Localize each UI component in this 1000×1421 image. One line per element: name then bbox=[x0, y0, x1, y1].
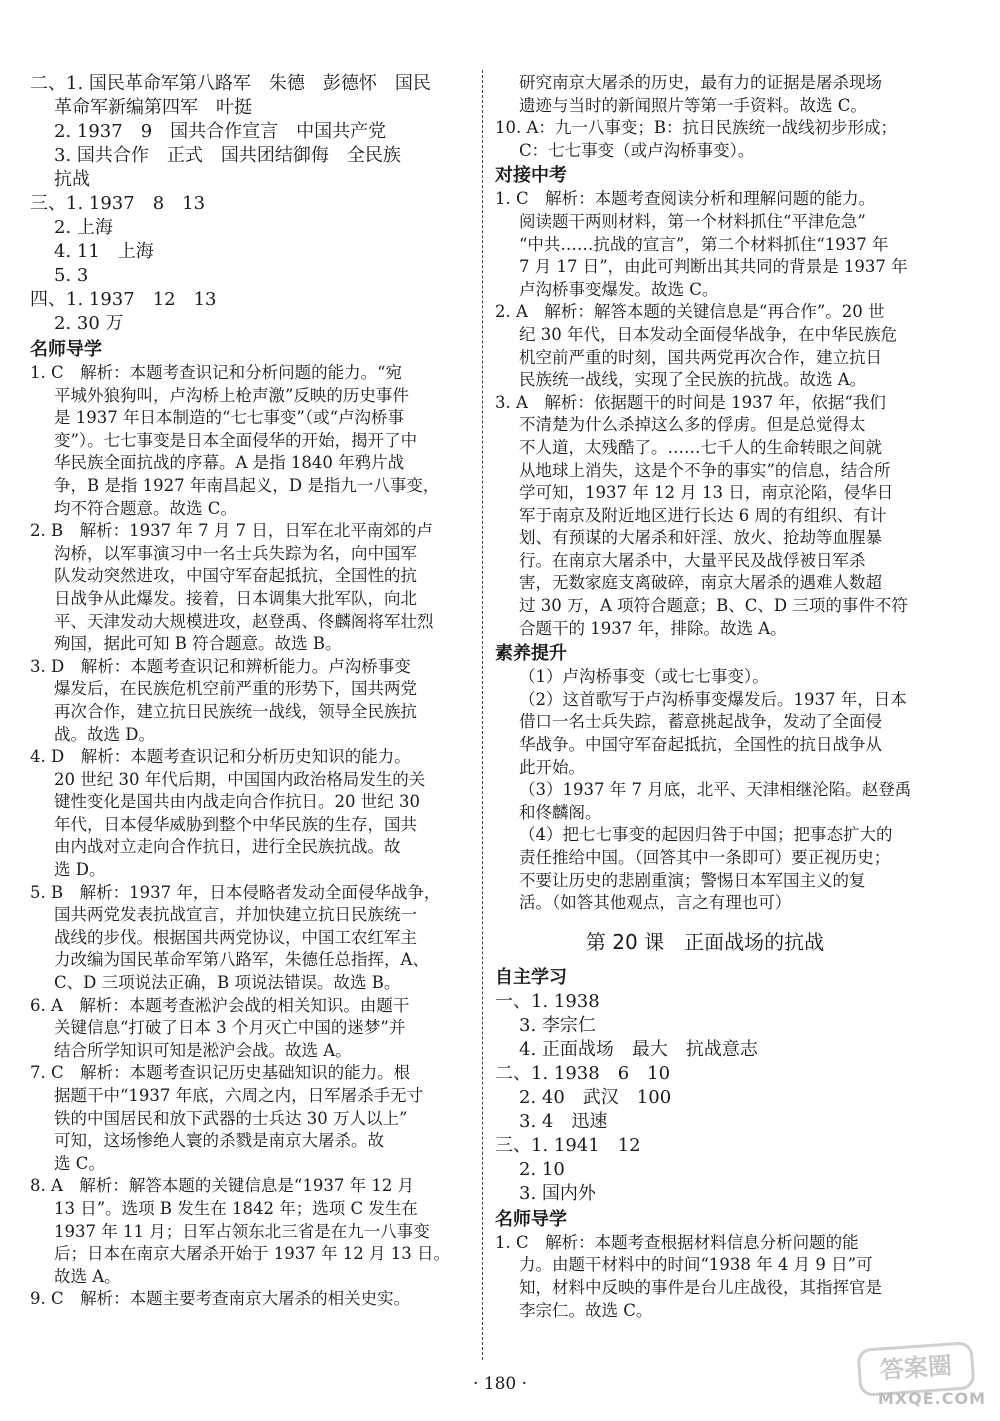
answer-line: 殉国，据此可知 B 符合题意。故选 B。 bbox=[54, 634, 342, 654]
answer-line: 3. 李宗仁 bbox=[519, 1014, 596, 1036]
answer-line: 力改编为国民革命军第八路军，朱德任总指挥，A、 bbox=[54, 950, 429, 970]
answer-line: 2. 上海 bbox=[54, 217, 113, 238]
answer-line: 3. 4 迅速 bbox=[519, 1110, 608, 1132]
answer-line: （3）1937 年 7 月底，北平、天津相继沦陷。赵登禹 bbox=[519, 780, 912, 800]
left-column bbox=[30, 72, 475, 1311]
answer-line: 20 世纪 30 年代后期，中国国内政治格局发生的关 bbox=[54, 769, 426, 789]
answer-line: 革命军新编第四军 叶挺 bbox=[54, 97, 252, 118]
answer-line: 1. C 解析：本题考查阅读分析和理解问题的能力。 bbox=[495, 189, 876, 209]
answer-line: 5. 3 bbox=[54, 265, 89, 286]
answer-line: 据题干中“1937 年底，六周之内，日军屠杀手无寸 bbox=[54, 1086, 424, 1105]
answer-line: 3. A 解析：依据题干的时间是 1937 年，依据“我们 bbox=[495, 392, 886, 412]
column-divider bbox=[482, 70, 483, 1360]
answer-line: 2. A 解析：解答本题的关键信息是“再合作”。20 世 bbox=[495, 302, 885, 322]
answer-line: 和佟麟阁。 bbox=[519, 802, 602, 822]
answer-line: 队发动突然进攻，中国守军奋起抵抗，全国性的抗 bbox=[54, 566, 417, 586]
answer-line: 纪 30 年代，日本发动全面侵华战争，在中华民族危 bbox=[519, 324, 897, 344]
answer-line: 华战争。中国守军奋起抵抗，全国性的抗日战争从 bbox=[519, 735, 882, 755]
answer-line: 遗迹与当时的新闻照片等第一手资料。故选 C。 bbox=[519, 95, 867, 115]
answer-line: 华民族全面抗战的序幕。A 是指 1840 年鸦片战 bbox=[54, 453, 405, 473]
answer-line: 键性变化是国共由内战走向合作抗日。20 世纪 30 bbox=[54, 792, 420, 812]
section-heading: 素养提升 bbox=[495, 643, 567, 665]
answer-line: 合题干的 1937 年，排除。故选 A。 bbox=[519, 618, 787, 638]
answer-line: 知，材料中反映的事件是台儿庄战役，其指挥官是 bbox=[519, 1277, 882, 1297]
answer-line: 3. 国共合作 正式 国共团结御侮 全民族 bbox=[54, 145, 401, 166]
answer-line: 卢沟桥事变爆发。故选 C。 bbox=[519, 279, 719, 299]
answer-line: 1. C 解析：本题考查识记和分析问题的能力。“宛 bbox=[30, 363, 403, 382]
answer-line: 2. 30 万 bbox=[54, 313, 124, 334]
watermark-url: MXQE.COM bbox=[877, 1389, 986, 1408]
answer-line: 阅读题干两则材料，第一个材料抓住“平津危急” bbox=[519, 211, 866, 231]
answer-line: 军于南京及附近地区进行长达 6 周的有组织、有计 bbox=[519, 505, 887, 525]
answer-line: 三、1. 1937 8 13 bbox=[30, 193, 206, 214]
answer-line: （4）把七七事变的起因归咎于中国；把事态扩大的 bbox=[519, 825, 893, 845]
answer-line: 行。在南京大屠杀中，大量平民及战俘被日军杀 bbox=[519, 550, 866, 570]
answer-line: 结合所学知识可知是淞沪会战。故选 A。 bbox=[54, 1040, 352, 1060]
answer-line: 学可知，1937 年 12 月 13 日，南京沦陷，侵华日 bbox=[519, 483, 894, 503]
section-heading: 名师导学 bbox=[30, 339, 102, 360]
answer-line: 5. B 解析：1937 年，日本侵略者发动全面侵华战争， bbox=[30, 882, 441, 902]
answer-line: 民族统一战线，实现了全民族的抗战。故选 A。 bbox=[519, 370, 867, 390]
answer-line: 9. C 解析：本题主要考查南京大屠杀的相关史实。 bbox=[30, 1289, 411, 1309]
page-number: · 180 · bbox=[472, 1374, 528, 1394]
answer-line: C、D 三项说法正确，B 项说法错误。故选 B。 bbox=[54, 973, 401, 993]
answer-line: 4. D 解析：本题考查识记和分析历史知识的能力。 bbox=[30, 747, 411, 767]
answer-line: 此开始。 bbox=[519, 757, 585, 777]
answer-line: 由内战对立走向合作抗日，进行全民族抗战。故 bbox=[54, 837, 401, 857]
answer-line: 从地球上消失，这是个不争的事实”的信息，结合所 bbox=[519, 460, 891, 480]
answer-line: 二、1. 1938 6 10 bbox=[495, 1062, 671, 1084]
answer-line: 过 30 万，A 项符合题意；B、C、D 三项的事件不符 bbox=[519, 596, 908, 616]
answer-line: 均不符合题意。故选 C。 bbox=[54, 498, 237, 518]
answer-line: （1）卢沟桥事变（或七七事变）。 bbox=[519, 667, 769, 687]
answer-line: 再次合作，建立抗日民族统一战线，领导全民族抗 bbox=[54, 701, 417, 721]
answer-line: 4. 正面战场 最大 抗战意志 bbox=[519, 1038, 758, 1060]
answer-line: 不要让历史的悲剧重演；警惕日本军国主义的复 bbox=[519, 870, 866, 890]
answer-line: 1. C 解析：本题考查根据材料信息分析问题的能 bbox=[495, 1232, 859, 1252]
answer-line: 战线的步伐。根据国共两党协议，中国工农红军主 bbox=[54, 927, 417, 947]
answer-line: 关键信息“打破了日本 3 个月灭亡中国的迷梦”并 bbox=[54, 1018, 406, 1038]
answer-line: 划、有预谋的大屠杀和奸淫、放火、抢劫等血腥暴 bbox=[519, 528, 882, 548]
answer-line: 活。（如答其他观点，言之有理也可） bbox=[519, 893, 792, 913]
answer-line: 平、天津发动大规模进攻，赵登禹、佟麟阁将军壮烈 bbox=[54, 611, 434, 631]
answer-line: 变”）。七七事变是日本全面侵华的开始，揭开了中 bbox=[54, 430, 418, 450]
answer-line: 四、1. 1937 12 13 bbox=[30, 289, 217, 310]
answer-line: 6. A 解析：本题考查淞沪会战的相关知识。由题干 bbox=[30, 995, 410, 1015]
answer-line: 7 月 17 日”，由此可判断出其共同的背景是 1937 年 bbox=[519, 257, 908, 277]
answer-line: 战。故选 D。 bbox=[54, 724, 155, 744]
answer-line: 3. 国内外 bbox=[519, 1182, 596, 1204]
answer-line: 日战争从此爆发。接着，日本调集大批军队，向北 bbox=[54, 588, 417, 608]
answer-line: 可知，这场惨绝人寰的杀戮是南京大屠杀。故 bbox=[54, 1131, 384, 1151]
answer-line: 7. C 解析：本题考查识记历史基础知识的能力。根 bbox=[30, 1063, 411, 1083]
answer-line: 平城外狼狗叫，卢沟桥上枪声激”反映的历史事件 bbox=[54, 385, 409, 405]
section-heading: 对接中考 bbox=[495, 165, 567, 187]
answer-line: 国共两党发表抗战宣言，并加快建立抗日民族统一 bbox=[54, 905, 417, 925]
answer-line: 13 日”。选项 B 发生在 1842 年；选项 C 发生在 bbox=[54, 1198, 418, 1218]
answer-line: 2. 40 武汉 100 bbox=[519, 1086, 672, 1108]
answer-line: C：七七事变（或卢沟桥事变）。 bbox=[519, 140, 755, 160]
answer-line: 是 1937 年日本制造的“七七事变”（或“卢沟桥事 bbox=[54, 408, 405, 428]
answer-line: 害，无数家庭支离破碎，南京大屠杀的遇难人数超 bbox=[519, 573, 882, 593]
answer-line: 1937 年 11 月；日军占领东北三省是在九一八事变 bbox=[54, 1221, 430, 1241]
answer-line: 二、1. 国民革命军第八路军 朱德 彭德怀 国民 bbox=[30, 73, 431, 94]
answer-line: 责任推给中国。（回答其中一条即可）要正视历史； bbox=[519, 848, 891, 867]
answer-line: 2. 10 bbox=[519, 1158, 565, 1180]
answer-line: 研究南京大屠杀的历史，最有力的证据是屠杀现场 bbox=[519, 73, 882, 92]
right-column bbox=[495, 72, 915, 1322]
answer-line: 2. B 解析：1937 年 7 月 7 日，日军在北平南郊的卢 bbox=[30, 521, 433, 541]
watermark-logo bbox=[852, 1345, 992, 1415]
answer-line: 李宗仁。故选 C。 bbox=[519, 1300, 653, 1320]
answer-line: 不清楚为什么杀掉这么多的俘虏。但是总觉得太 bbox=[519, 415, 866, 435]
answer-line: 沟桥，以军事演习中一名士兵失踪为名，向中国军 bbox=[54, 543, 417, 563]
answer-line: 不人道，太残酷了。……七千人的生命转眼之间就 bbox=[519, 437, 882, 457]
lesson-title: 第 20 课 正面战场的抗战 bbox=[585, 929, 825, 954]
answer-line: 3. D 解析：本题考查识记和辨析能力。卢沟桥事变 bbox=[30, 656, 411, 676]
answer-line: 借口一名士兵失踪，蓄意挑起战争，发动了全面侵 bbox=[519, 712, 882, 732]
answer-line: 4. 11 上海 bbox=[54, 241, 154, 262]
answer-line: 后；日本在南京大屠杀开始于 1937 年 12 月 13 日。 bbox=[54, 1244, 450, 1264]
answer-line: 抗战 bbox=[54, 169, 90, 190]
answer-line: 三、1. 1941 12 bbox=[495, 1134, 641, 1156]
answer-line: 2. 1937 9 国共合作宣言 中国共产党 bbox=[54, 121, 387, 142]
answer-line: 一、1. 1938 bbox=[495, 990, 600, 1012]
answer-line: 铁的中国居民和放下武器的士兵达 30 万人以上” bbox=[54, 1108, 408, 1128]
answer-line: “中共……抗战的宣言”，第二个材料抓住“1937 年 bbox=[519, 234, 889, 254]
answer-line: 选 D。 bbox=[54, 860, 106, 880]
answer-line: 故选 A。 bbox=[54, 1266, 121, 1286]
answer-line: 爆发后，在民族危机空前严重的形势下，国共两党 bbox=[54, 679, 417, 699]
section-heading: 自主学习 bbox=[495, 966, 567, 988]
watermark-logo-text: 答案圈 bbox=[856, 1341, 975, 1397]
answer-line: 选 C。 bbox=[54, 1153, 105, 1173]
answer-line: 8. A 解析：解答本题的关键信息是“1937 年 12 月 bbox=[30, 1176, 415, 1196]
answer-line: 争，B 是指 1927 年南昌起义，D 是指九一八事变， bbox=[54, 475, 440, 495]
answer-line: 力。由题干材料中的时间“1938 年 4 月 9 日”可 bbox=[519, 1255, 873, 1275]
answer-line: 年代，日本侵华威胁到整个中华民族的生存，国共 bbox=[54, 814, 417, 834]
answer-line: 10. A：九一八事变；B：抗日民族统一战线初步形成； bbox=[495, 118, 898, 138]
section-heading: 名师导学 bbox=[495, 1208, 567, 1230]
answer-line: （2）这首歌写于卢沟桥事变爆发后。1937 年，日本 bbox=[519, 689, 907, 709]
answer-line: 机空前严重的时刻，国共两党再次合作，建立抗日 bbox=[519, 347, 882, 367]
